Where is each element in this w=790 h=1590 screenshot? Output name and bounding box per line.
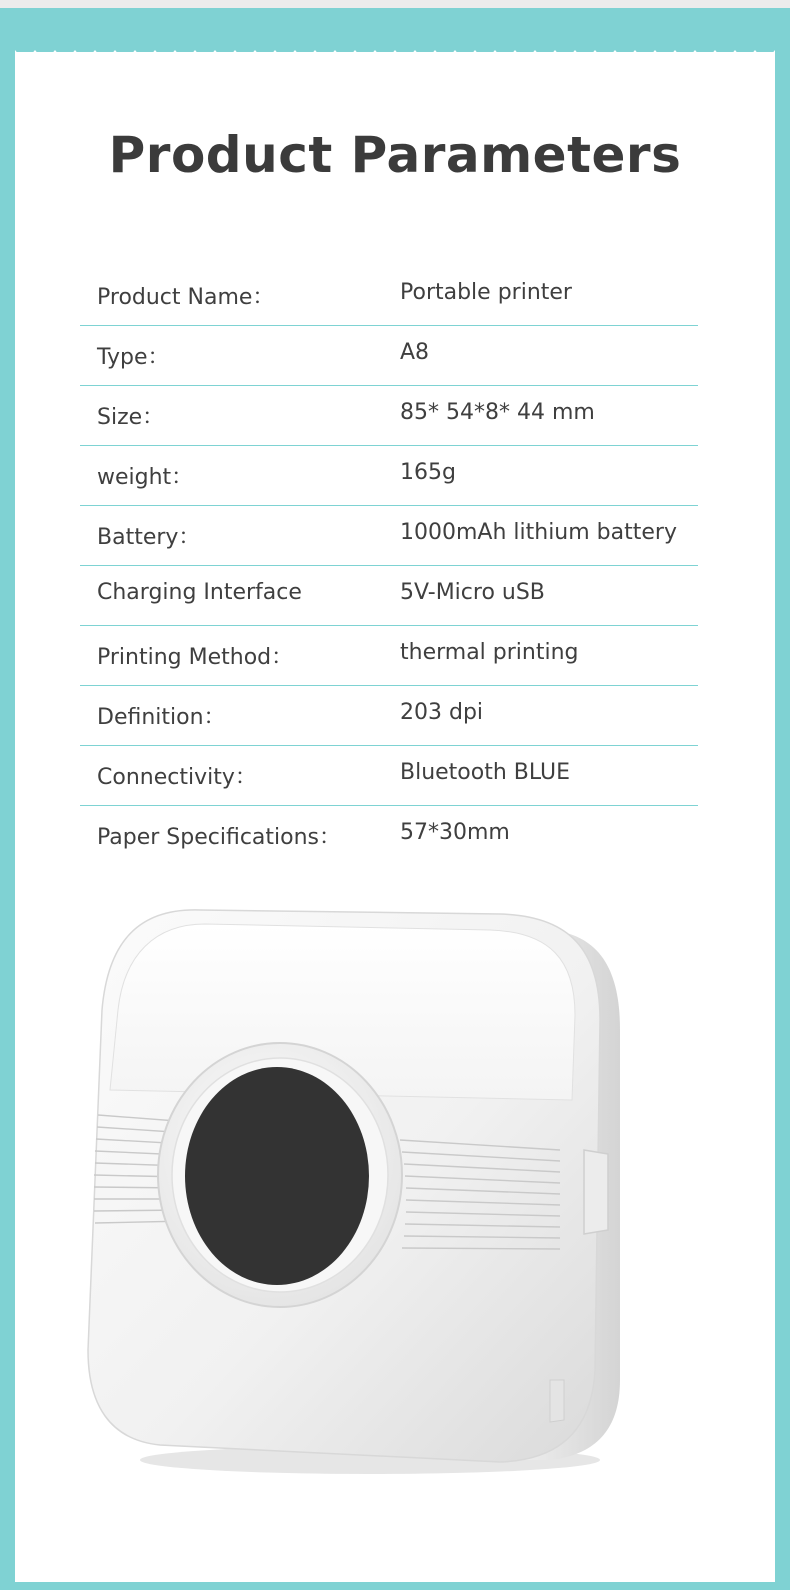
param-row <box>80 446 698 506</box>
param-label: Charging Interface <box>97 580 302 605</box>
param-value: Bluetooth BLUE <box>400 760 571 785</box>
zigzag-path <box>15 50 775 62</box>
param-value: 5V-Micro uSB <box>400 580 545 605</box>
printer-port <box>584 1150 608 1234</box>
param-label: Product Name： <box>97 285 275 310</box>
param-value: 57*30mm <box>400 820 510 845</box>
top-strip <box>0 0 790 8</box>
param-value: A8 <box>400 340 430 365</box>
zigzag-edge <box>15 44 775 62</box>
param-label: weight： <box>97 465 194 490</box>
param-row <box>80 566 698 626</box>
param-row <box>80 266 698 326</box>
parameters-table <box>80 266 698 865</box>
param-label: Paper Specifications： <box>97 825 342 850</box>
param-row <box>80 806 698 865</box>
printer-lens <box>185 1067 369 1285</box>
param-value: 85* 54*8* 44 mm <box>400 400 595 425</box>
param-row <box>80 326 698 386</box>
param-label: Printing Method： <box>97 645 294 670</box>
printer-slot <box>550 1380 564 1422</box>
param-value: thermal printing <box>400 640 579 665</box>
param-row <box>80 746 698 806</box>
param-row <box>80 506 698 566</box>
param-row <box>80 386 698 446</box>
param-label: Battery： <box>97 525 201 550</box>
param-row <box>80 626 698 686</box>
param-label: Type： <box>97 345 170 370</box>
param-label: Size： <box>97 405 165 430</box>
param-label: Connectivity： <box>97 765 257 790</box>
param-value: 203 dpi <box>400 700 484 725</box>
printer-image <box>80 900 640 1480</box>
page-title: Product Parameters <box>108 126 682 184</box>
param-value: Portable printer <box>400 280 572 305</box>
param-label: Definition： <box>97 705 226 730</box>
param-value: 1000mAh lithium battery <box>400 520 677 545</box>
param-row <box>80 686 698 746</box>
param-value: 165g <box>400 460 456 485</box>
